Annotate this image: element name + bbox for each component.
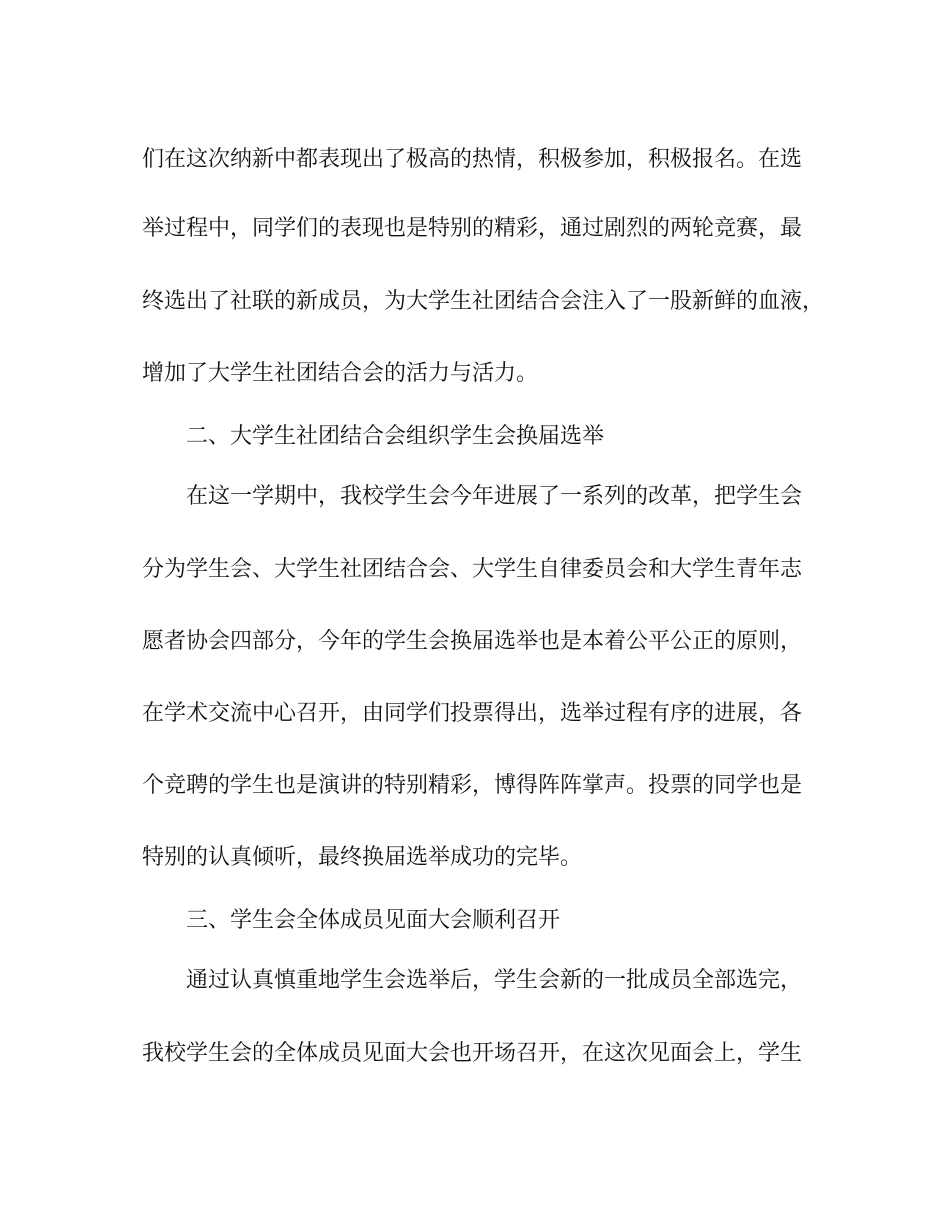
section-heading-3: 三、学生会全体成员见面大会顺利召开 <box>186 908 561 933</box>
text-line-7: 分为学生会、大学生社团结合会、大学生自律委员会和大学生青年志 <box>142 557 803 582</box>
text-line-9: 在学术交流中心召开，由同学们投票得出，选举过程有序的进展，各 <box>142 701 803 726</box>
text-line-3: 终选出了社联的新成员，为大学生社团结合会注入了一股新鲜的血液， <box>142 289 825 314</box>
text-line-8: 愿者协会四部分，今年的学生会换届选举也是本着公平公正的原则， <box>142 629 803 654</box>
text-line-10: 个竞聘的学生也是演讲的特别精彩，博得阵阵掌声。投票的同学也是 <box>142 773 803 798</box>
text-line-4: 增加了大学生社团结合会的活力与活力。 <box>142 361 539 386</box>
text-line-6: 在这一学期中，我校学生会今年进展了一系列的改革，把学生会 <box>186 484 803 509</box>
text-line-2: 举过程中，同学们的表现也是特别的精彩，通过剧烈的两轮竞赛，最 <box>142 216 803 241</box>
text-line-11: 特别的认真倾听，最终换届选举成功的完毕。 <box>142 845 583 870</box>
text-line-14: 我校学生会的全体成员见面大会也开场召开，在这次见面会上，学生 <box>142 1041 803 1066</box>
section-heading-2: 二、大学生社团结合会组织学生会换届选举 <box>186 424 605 449</box>
text-line-13: 通过认真慎重地学生会选举后，学生会新的一批成员全部选完， <box>186 968 803 993</box>
text-line-1: 们在这次纳新中都表现出了极高的热情，积极参加，积极报名。在选 <box>142 147 803 172</box>
